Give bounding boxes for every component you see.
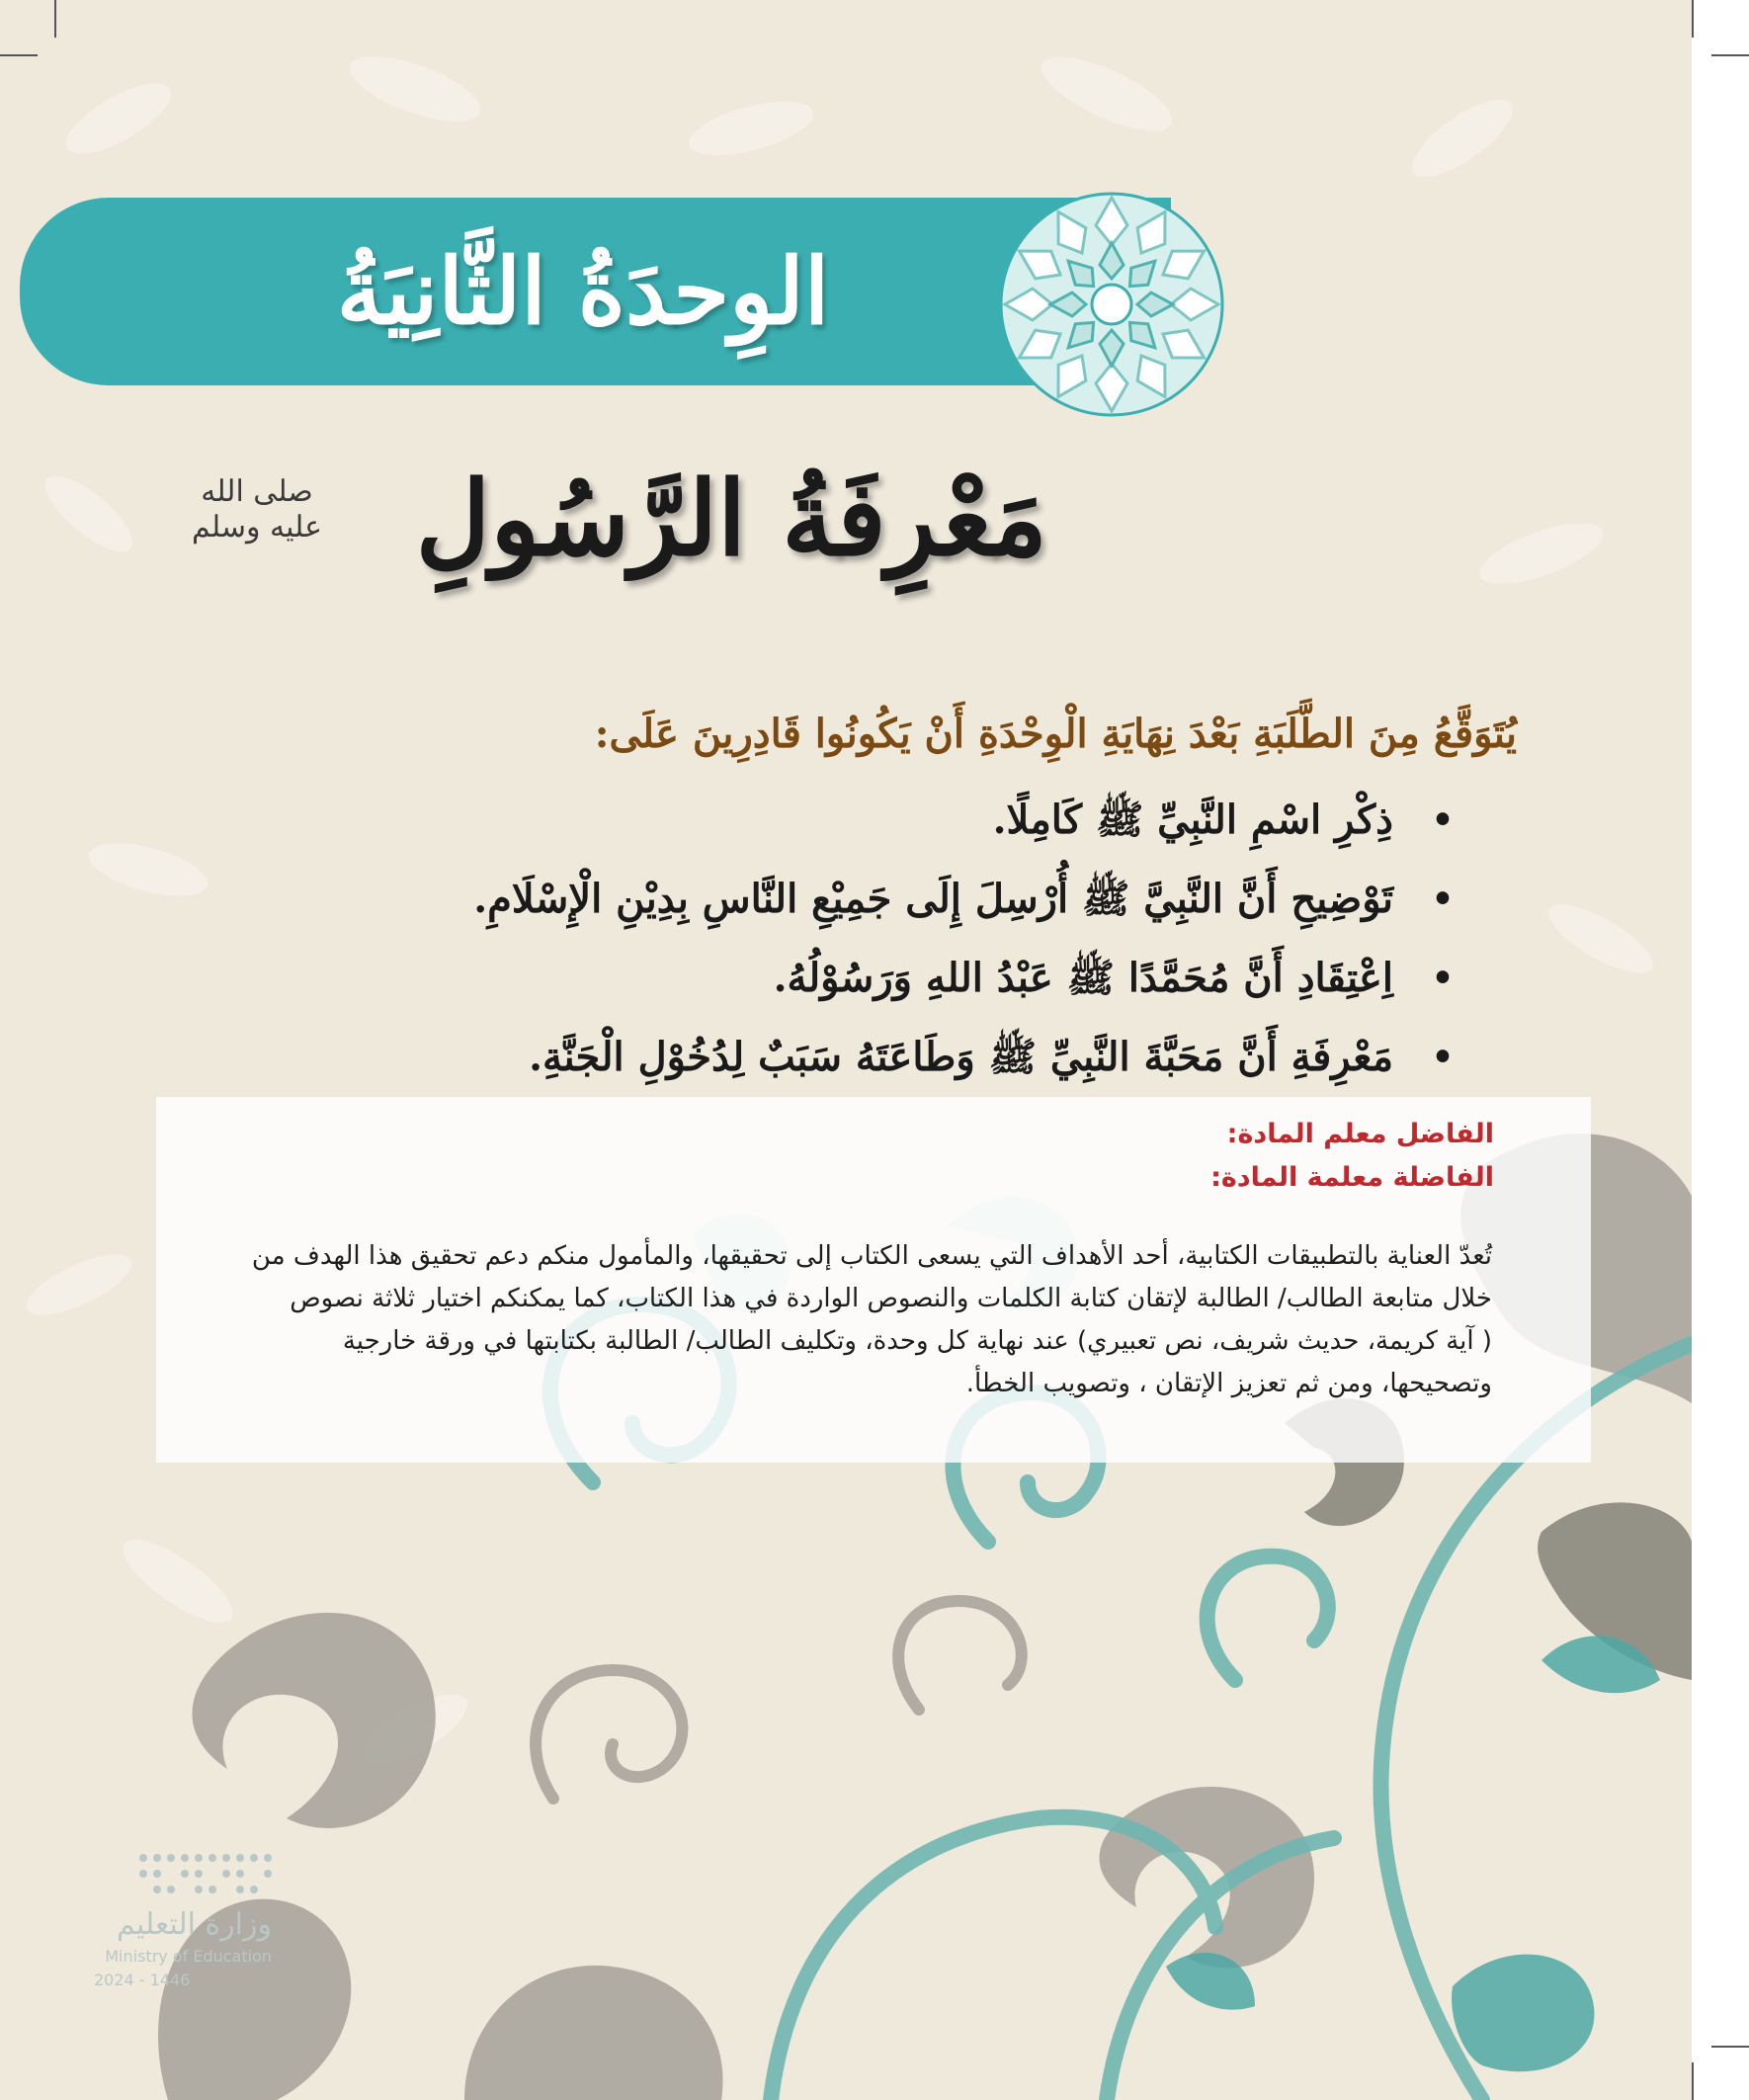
note-line: تُعدّ العناية بالتطبيقات الكتابية، أحد الأهداف التي يسعى الكتاب إلى تحقيقها، والمأمول منكم دعم تحقيق هذا الهدف من xyxy=(251,1241,1492,1271)
note-line: وتصحيحها، ومن ثم تعزيز الإتقان ، وتصويب الخطأ. xyxy=(965,1369,1492,1398)
list-item xyxy=(296,1018,1462,1097)
ministry-year: 2024 - 1446 xyxy=(94,1971,191,1989)
bullet: • xyxy=(1431,879,1455,920)
crop-mark xyxy=(1711,54,1749,56)
lesson-title: مَعْرِفَةُ الرَّسُولِ xyxy=(415,458,1047,579)
teacher-note-body xyxy=(188,1235,1492,1405)
note-line: ( آية كريمة، حديث شريف، نص تعبيري) عند نهاية كل وحدة، وتكليف الطالب/ الطالبة بكتابتها في ورقة خارجية xyxy=(342,1326,1492,1356)
note-line: خلال متابعة الطالب/ الطالبة لإتقان كتابة الكلمات والنصوص الواردة في هذا الكتاب، كما يمكنكم اختيار ثلاثة نصوص xyxy=(290,1284,1492,1313)
list-item xyxy=(296,939,1462,1018)
ministry-logo xyxy=(94,1848,282,1996)
bullet: • xyxy=(1431,958,1455,999)
ministry-name-en: Ministry of Education xyxy=(105,1947,272,1966)
list-item xyxy=(296,860,1462,939)
honorific-calligraphy: صلى الله عليه وسلم xyxy=(191,474,323,545)
crop-mark xyxy=(0,54,38,56)
objective-text: تَوْضِيحِ أَنَّ النَّبِيَّ ﷺ أُرْسِلَ إِلَى جَمِيْعِ النَّاسِ بِدِيْنِ الْإِسْلَامِ. xyxy=(473,876,1393,922)
bullet: • xyxy=(1431,1037,1455,1078)
rosette-icon xyxy=(993,186,1230,423)
objectives-list xyxy=(296,781,1462,1097)
list-item xyxy=(296,781,1462,860)
crop-mark xyxy=(1692,0,1694,38)
crop-mark xyxy=(1711,2046,1749,2048)
objective-text: مَعْرِفَةِ أَنَّ مَحَبَّةَ النَّبِيِّ ﷺ وَطَاعَتَهُ سَبَبٌ لِدُخُوْلِ الْجَنَّةِ. xyxy=(529,1034,1393,1080)
crop-mark xyxy=(54,0,56,38)
crop-mark xyxy=(1692,2062,1694,2100)
bullet: • xyxy=(1431,799,1455,841)
teacher-note-label-female: الفاضلة معلمة المادة: xyxy=(1210,1162,1494,1193)
ministry-dots-icon xyxy=(133,1848,277,1902)
objective-text: ذِكْرِ اسْمِ النَّبِيِّ ﷺ كَامِلًا. xyxy=(992,797,1393,843)
unit-title: الوِحدَةُ الثَّانِيَةُ xyxy=(336,238,830,345)
ministry-name-ar: وزارة التعليم xyxy=(116,1907,272,1942)
teacher-note-label-male: الفاضل معلم المادة: xyxy=(1226,1119,1494,1149)
objectives-intro: يُتَوَقَّعُ مِنَ الطَّلَبَةِ بَعْدَ نِهَايَةِ الْوِحْدَةِ أَنْ يَكُونُوا قَادِرِينَ عَلَى: xyxy=(594,711,1517,757)
objective-text: اِعْتِقَادِ أَنَّ مُحَمَّدًا ﷺ عَبْدُ اللهِ وَرَسُوْلُهُ. xyxy=(773,955,1393,1001)
